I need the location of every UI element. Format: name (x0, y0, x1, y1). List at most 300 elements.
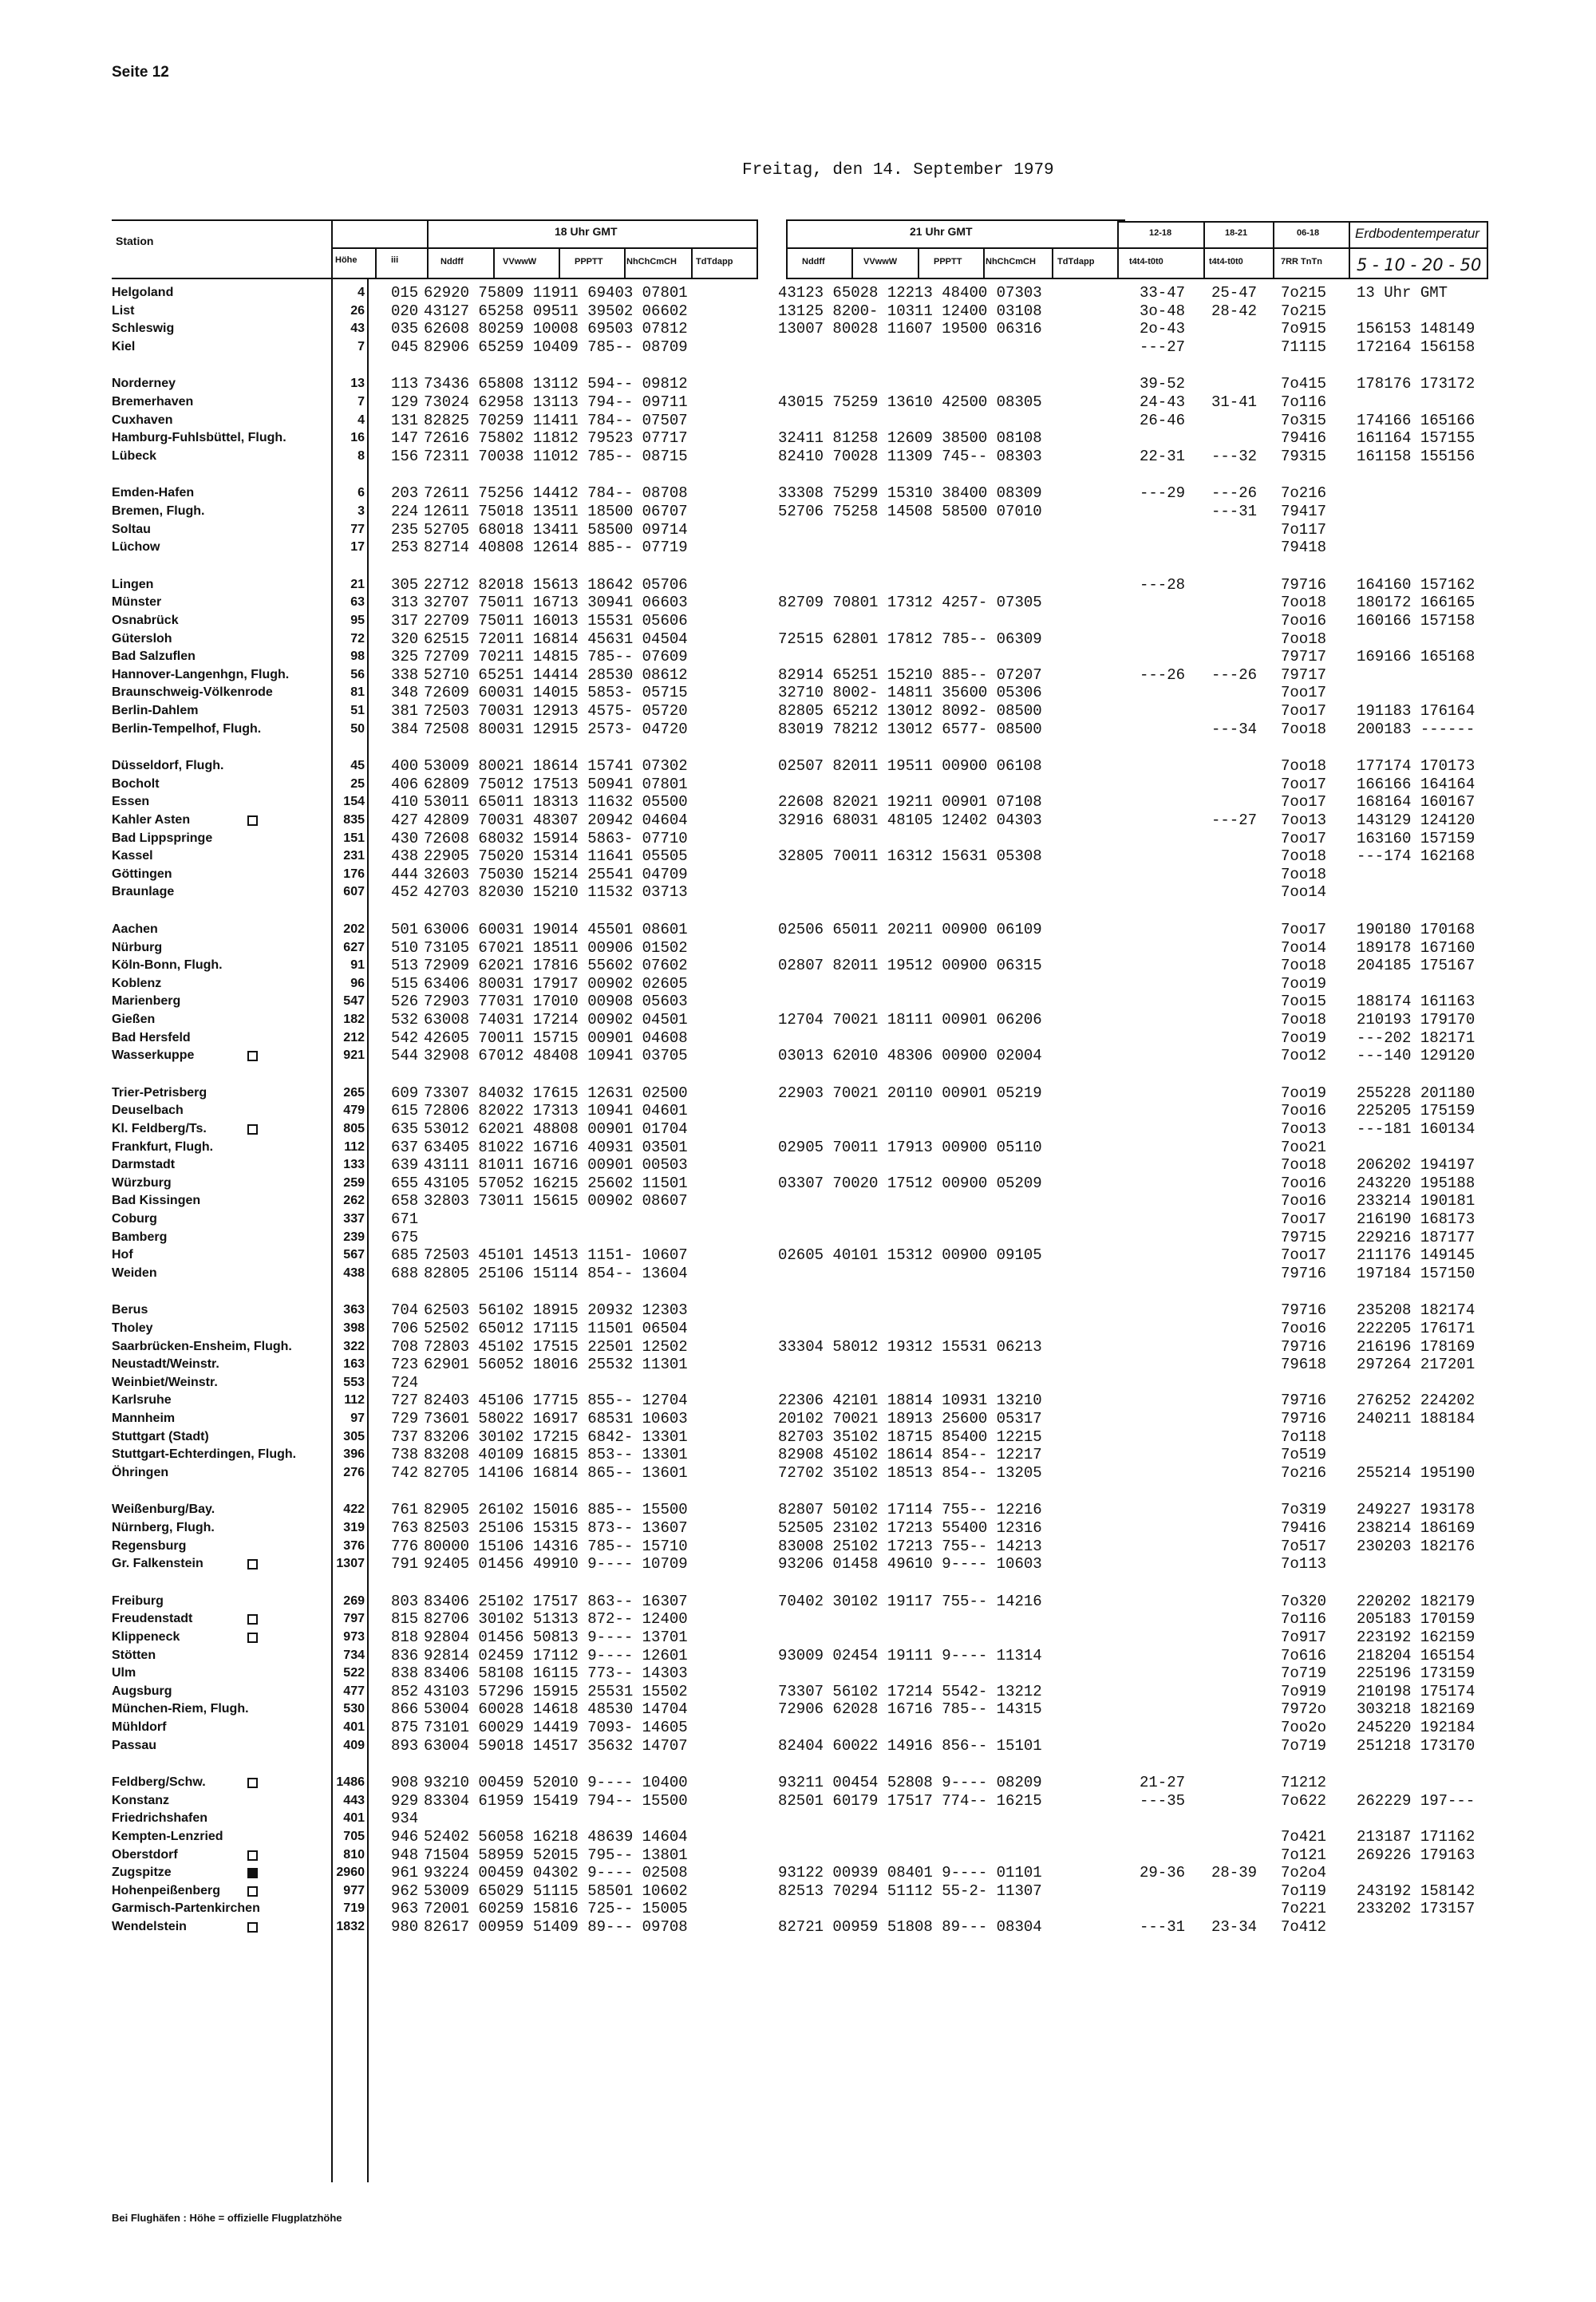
period-06-18: 7o113 (1281, 1555, 1327, 1573)
soil-temperature: 255214 195190 (1357, 1464, 1476, 1482)
soil-temperature: 205183 170159 (1357, 1610, 1476, 1628)
period-06-18: 7oo16 (1281, 1102, 1327, 1119)
obs-21-gmt: 03307 70020 17512 00900 05209 (778, 1175, 1042, 1192)
station-iii: 045 (391, 338, 419, 356)
period-06-18: 7o719 (1281, 1737, 1327, 1755)
soil-temperature: 156153 148149 (1357, 320, 1476, 338)
period-06-18: 7o616 (1281, 1647, 1327, 1664)
station-name: Wasserkuppe (112, 1048, 195, 1062)
station-name: München-Riem, Flugh. (112, 1702, 249, 1716)
obs-18-gmt: 82706 30102 51313 872-- 12400 (424, 1610, 688, 1628)
period-06-18: 79716 (1281, 1410, 1327, 1427)
footnote: Bei Flughäfen : Höhe = offizielle Flugplatzhöhe (112, 2212, 342, 2224)
obs-21-gmt: 52706 75258 14508 58500 07010 (778, 503, 1042, 520)
obs-18-gmt: 72503 45101 14513 1151- 10607 (424, 1246, 688, 1264)
station-iii: 129 (391, 393, 419, 411)
station-iii: 313 (391, 594, 419, 611)
obs-18-gmt: 52705 68018 13411 58500 09714 (424, 521, 688, 539)
obs-18-gmt: 72503 70031 12913 4575- 05720 (424, 702, 688, 720)
station-iii: 406 (391, 776, 419, 793)
station-iii: 875 (391, 1719, 419, 1736)
obs-18-gmt: 82617 00959 51409 89--- 09708 (424, 1918, 688, 1936)
period-06-18: 7oo12 (1281, 1047, 1327, 1064)
station-name: Coburg (112, 1212, 157, 1226)
station-iii: 156 (391, 448, 419, 465)
period-06-18: 7oo13 (1281, 1120, 1327, 1138)
station-name: Hof (112, 1248, 133, 1262)
station-iii: 724 (391, 1374, 419, 1392)
station-name: Cuxhaven (112, 413, 173, 427)
obs-21-gmt: 93206 01458 49610 9---- 10603 (778, 1555, 1042, 1573)
header-18-col: PPPTT (575, 257, 603, 267)
soil-temperature: 238214 186169 (1357, 1519, 1476, 1537)
station-iii: 639 (391, 1156, 419, 1174)
station-iii: 203 (391, 484, 419, 502)
station-hoehe: 1486 (336, 1775, 365, 1789)
soil-temperature: 225196 173159 (1357, 1664, 1476, 1682)
station-hoehe: 212 (343, 1031, 365, 1044)
soil-temperature: 177174 170173 (1357, 757, 1476, 775)
header-rule (1117, 278, 1488, 279)
obs-18-gmt: 83406 58108 16115 773-- 14303 (424, 1664, 688, 1682)
station-hoehe: 231 (343, 849, 365, 863)
period-18-21: 23-34 (1211, 1918, 1258, 1936)
period-06-18: 7oo18 (1281, 1156, 1327, 1174)
station-hoehe: 182 (343, 1013, 365, 1026)
station-hoehe: 1832 (336, 1920, 365, 1933)
station-iii: 893 (391, 1737, 419, 1755)
station-iii: 980 (391, 1918, 419, 1936)
obs-18-gmt: 73101 60029 14419 7093- 14605 (424, 1719, 688, 1736)
obs-18-gmt: 62515 72011 16814 45631 04504 (424, 630, 688, 648)
station-iii: 515 (391, 975, 419, 993)
station-name: Friedrichshafen (112, 1811, 208, 1825)
station-name: Berlin-Dahlem (112, 704, 199, 717)
header-period-col: t4t4-t0t0 (1129, 257, 1163, 267)
obs-18-gmt: 43127 65258 09511 39502 06602 (424, 302, 688, 320)
soil-temperature: 180172 166165 (1357, 594, 1476, 611)
station-hoehe: 810 (343, 1848, 365, 1862)
period-06-18: 79717 (1281, 648, 1327, 665)
obs-21-gmt: 82709 70801 17312 4257- 07305 (778, 594, 1042, 611)
station-hoehe: 530 (343, 1702, 365, 1716)
soil-temperature: 297264 217201 (1357, 1356, 1476, 1373)
station-name: Frankfurt, Flugh. (112, 1140, 214, 1154)
header-21-col: NhChCmCH (986, 257, 1036, 267)
station-iii: 131 (391, 412, 419, 429)
station-name: Trier-Petrisberg (112, 1086, 207, 1100)
soil-temperature: 249227 193178 (1357, 1501, 1476, 1518)
station-hoehe: 438 (343, 1266, 365, 1280)
station-name: Feldberg/Schw. (112, 1775, 206, 1789)
obs-18-gmt: 62608 80259 10008 69503 07812 (424, 320, 688, 338)
obs-21-gmt: 93009 02454 19111 9---- 11314 (778, 1647, 1042, 1664)
station-hoehe: 21 (350, 578, 365, 591)
obs-21-gmt: 72906 62028 16716 785-- 14315 (778, 1700, 1042, 1718)
obs-18-gmt: 82905 26102 15016 885-- 15500 (424, 1501, 688, 1518)
station-iii: 317 (391, 612, 419, 630)
soil-temperature: 229216 187177 (1357, 1229, 1476, 1246)
header-21-col: Nddff (802, 257, 825, 267)
station-iii: 803 (391, 1593, 419, 1610)
period-18-21: ---31 (1211, 503, 1258, 520)
obs-21-gmt: 82703 35102 18715 85400 12215 (778, 1428, 1042, 1446)
obs-18-gmt: 92405 01456 49910 9---- 10709 (424, 1555, 688, 1573)
obs-21-gmt: 33304 58012 19312 15531 06213 (778, 1338, 1042, 1356)
obs-18-gmt: 22905 75020 15314 11641 05505 (424, 847, 688, 865)
station-name: Bad Hersfeld (112, 1031, 191, 1044)
period-06-18: 7oo21 (1281, 1139, 1327, 1156)
open-square-icon (247, 1051, 258, 1061)
period-06-18: 7o216 (1281, 484, 1327, 502)
obs-18-gmt: 92814 02459 17112 9---- 12601 (424, 1647, 688, 1664)
station-iii: 430 (391, 830, 419, 847)
obs-18-gmt: 72803 45102 17515 22501 12502 (424, 1338, 688, 1356)
obs-21-gmt: 20102 70021 18913 25600 05317 (778, 1410, 1042, 1427)
period-12-18: ---29 (1140, 484, 1186, 502)
period-06-18: 79417 (1281, 503, 1327, 520)
soil-temperature: 163160 157159 (1357, 830, 1476, 847)
period-06-18: 79416 (1281, 429, 1327, 447)
station-name: Darmstadt (112, 1158, 176, 1171)
obs-21-gmt: 82501 60179 17517 774-- 16215 (778, 1792, 1042, 1810)
obs-18-gmt: 82906 65259 10409 785-- 08709 (424, 338, 688, 356)
station-hoehe: 72 (350, 632, 365, 646)
header-rule (112, 219, 758, 221)
station-iii: 452 (391, 883, 419, 901)
obs-18-gmt: 22709 75011 16013 15531 05606 (424, 612, 688, 630)
obs-21-gmt: 93122 00939 08401 9---- 01101 (778, 1864, 1042, 1881)
period-06-18: 7oo16 (1281, 1320, 1327, 1337)
obs-18-gmt: 62809 75012 17513 50941 07801 (424, 776, 688, 793)
station-iii: 609 (391, 1084, 419, 1102)
station-iii: 615 (391, 1102, 419, 1119)
station-iii: 708 (391, 1338, 419, 1356)
period-06-18: 7o412 (1281, 1918, 1327, 1936)
period-06-18: 7oo14 (1281, 939, 1327, 957)
obs-21-gmt: 82513 70294 51112 55-2- 11307 (778, 1882, 1042, 1900)
station-name: Freiburg (112, 1594, 164, 1608)
obs-18-gmt: 72806 82022 17313 10941 04601 (424, 1102, 688, 1119)
obs-18-gmt: 82825 70259 11411 784-- 07507 (424, 412, 688, 429)
soil-temperature: 197184 157150 (1357, 1265, 1476, 1282)
period-06-18: 7oo17 (1281, 702, 1327, 720)
period-06-18: 7oo18 (1281, 757, 1327, 775)
station-iii: 791 (391, 1555, 419, 1573)
station-name: Berus (112, 1303, 148, 1317)
obs-18-gmt: 53012 62021 48808 00901 01704 (424, 1120, 688, 1138)
station-iii: 866 (391, 1700, 419, 1718)
header-rule (1349, 221, 1350, 279)
station-hoehe: 97 (350, 1412, 365, 1425)
obs-18-gmt: 73105 67021 18511 00906 01502 (424, 939, 688, 957)
station-hoehe: 16 (350, 431, 365, 444)
station-iii: 655 (391, 1175, 419, 1192)
obs-18-gmt: 83406 25102 17517 863-- 16307 (424, 1593, 688, 1610)
period-06-18: 7oo16 (1281, 1192, 1327, 1210)
station-name: Helgoland (112, 286, 174, 299)
soil-temperature: 262229 197--- (1357, 1792, 1476, 1810)
station-hoehe: 43 (350, 322, 365, 335)
soil-temperature: 168164 160167 (1357, 793, 1476, 811)
station-hoehe: 95 (350, 614, 365, 627)
soil-temperature: 225205 175159 (1357, 1102, 1476, 1119)
station-name: Stötten (112, 1649, 156, 1662)
period-06-18: 7o517 (1281, 1538, 1327, 1555)
obs-18-gmt: 43103 57296 15915 25531 15502 (424, 1683, 688, 1700)
station-name: Düsseldorf, Flugh. (112, 759, 224, 772)
period-06-18: 7oo17 (1281, 1246, 1327, 1264)
station-name: Gr. Falkenstein (112, 1557, 203, 1570)
station-hoehe: 269 (343, 1594, 365, 1608)
open-square-icon (247, 1124, 258, 1135)
station-name: Bad Kissingen (112, 1194, 201, 1207)
obs-18-gmt: 73601 58022 16917 68531 10603 (424, 1410, 688, 1427)
table-rule (367, 279, 369, 2182)
obs-18-gmt: 73436 65808 13112 594-- 09812 (424, 375, 688, 393)
station-iii: 635 (391, 1120, 419, 1138)
obs-18-gmt: 72508 80031 12915 2573- 04720 (424, 721, 688, 738)
header-rule (1349, 221, 1488, 223)
station-name: Kl. Feldberg/Ts. (112, 1122, 207, 1135)
station-name: Bremerhaven (112, 395, 194, 409)
obs-18-gmt: 53004 60028 14618 48530 14704 (424, 1700, 688, 1718)
obs-18-gmt: 72608 68032 15914 5863- 07710 (424, 830, 688, 847)
station-name: Kahler Asten (112, 813, 191, 827)
open-square-icon (247, 1614, 258, 1625)
period-12-18: 21-27 (1140, 1774, 1186, 1791)
date-line: Freitag, den 14. September 1979 (742, 161, 1054, 180)
header-rule (983, 247, 985, 279)
soil-temperature: 189178 167160 (1357, 939, 1476, 957)
soil-temperature: 216196 178169 (1357, 1338, 1476, 1356)
station-name: Hannover-Langenhgn, Flugh. (112, 668, 290, 681)
station-hoehe: 401 (343, 1811, 365, 1825)
station-hoehe: 133 (343, 1158, 365, 1171)
station-name: Saarbrücken-Ensheim, Flugh. (112, 1340, 292, 1353)
obs-18-gmt: 73307 84032 17615 12631 02500 (424, 1084, 688, 1102)
soil-temperature: ---140 129120 (1357, 1047, 1476, 1064)
station-hoehe: 7 (358, 395, 365, 409)
soil-temperature: 255228 201180 (1357, 1084, 1476, 1102)
header-rule (331, 219, 333, 279)
period-06-18: 7oo19 (1281, 1084, 1327, 1102)
station-name: Berlin-Tempelhof, Flugh. (112, 722, 262, 736)
station-name: Klippeneck (112, 1630, 180, 1644)
station-name: Kiel (112, 340, 136, 353)
soil-temperature: 233202 173157 (1357, 1900, 1476, 1917)
period-06-18: 7oo18 (1281, 957, 1327, 974)
header-rule (691, 247, 693, 279)
soil-temperature: 161164 157155 (1357, 429, 1476, 447)
station-name: Essen (112, 795, 150, 808)
station-iii: 381 (391, 702, 419, 720)
station-hoehe: 6 (358, 486, 365, 499)
soil-temperature: 233214 190181 (1357, 1192, 1476, 1210)
obs-18-gmt: 63008 74031 17214 00902 04501 (424, 1011, 688, 1029)
period-06-18: 7oo17 (1281, 793, 1327, 811)
station-hoehe: 239 (343, 1230, 365, 1244)
station-iii: 929 (391, 1792, 419, 1810)
station-iii: 253 (391, 539, 419, 556)
station-name: Kempten-Lenzried (112, 1830, 223, 1843)
period-18-21: 28-42 (1211, 302, 1258, 320)
header-rule (559, 247, 560, 279)
station-iii: 761 (391, 1501, 419, 1518)
station-iii: 723 (391, 1356, 419, 1373)
station-hoehe: 567 (343, 1248, 365, 1262)
period-06-18: 7oo18 (1281, 1011, 1327, 1029)
station-hoehe: 522 (343, 1666, 365, 1680)
station-iii: 934 (391, 1810, 419, 1827)
period-12-18: 22-31 (1140, 448, 1186, 465)
station-iii: 836 (391, 1647, 419, 1664)
station-name: Lingen (112, 578, 154, 591)
obs-21-gmt: 32916 68031 48105 12402 04303 (778, 811, 1042, 829)
header-18-gmt: 18 Uhr GMT (555, 225, 618, 238)
station-name: Weinbiet/Weinstr. (112, 1376, 218, 1389)
station-name: Hohenpeißenberg (112, 1884, 221, 1897)
obs-18-gmt: 53011 65011 18313 11632 05500 (424, 793, 688, 811)
station-hoehe: 8 (358, 449, 365, 463)
station-name: Karlsruhe (112, 1393, 172, 1407)
period-06-18: 7o116 (1281, 393, 1327, 411)
station-name: Bad Salzuflen (112, 650, 196, 663)
station-hoehe: 265 (343, 1086, 365, 1100)
station-hoehe: 973 (343, 1630, 365, 1644)
period-12-18: 2o-43 (1140, 320, 1186, 338)
period-06-18: 79716 (1281, 1338, 1327, 1356)
open-square-icon (247, 1886, 258, 1897)
station-iii: 410 (391, 793, 419, 811)
header-period-18-21: 18-21 (1225, 228, 1248, 238)
soil-temperature: 178176 173172 (1357, 375, 1476, 393)
station-iii: 438 (391, 847, 419, 865)
station-name: List (112, 304, 135, 318)
station-hoehe: 977 (343, 1884, 365, 1897)
soil-temperature: 243192 158142 (1357, 1882, 1476, 1900)
station-name: Tholey (112, 1321, 153, 1335)
period-06-18: 7oo18 (1281, 594, 1327, 611)
soil-temperature: 230203 182176 (1357, 1538, 1476, 1555)
header-rule (112, 278, 758, 279)
station-hoehe: 734 (343, 1649, 365, 1662)
period-06-18: 71212 (1281, 1774, 1327, 1791)
station-name: Bamberg (112, 1230, 168, 1244)
period-06-18: 7o315 (1281, 412, 1327, 429)
station-name: Gütersloh (112, 632, 172, 646)
station-iii: 427 (391, 811, 419, 829)
soil-temperature: 210193 179170 (1357, 1011, 1476, 1029)
station-iii: 510 (391, 939, 419, 957)
station-hoehe: 396 (343, 1447, 365, 1461)
open-square-icon (247, 815, 258, 826)
period-12-18: 24-43 (1140, 393, 1186, 411)
period-06-18: 7oo2o (1281, 1719, 1327, 1736)
header-rule (1203, 221, 1205, 279)
obs-18-gmt: 42703 82030 15210 11532 03713 (424, 883, 688, 901)
soil-temperature: 160166 157158 (1357, 612, 1476, 630)
obs-21-gmt: 82914 65251 15210 885-- 07207 (778, 666, 1042, 684)
obs-18-gmt: 63004 59018 14517 35632 14707 (424, 1737, 688, 1755)
station-hoehe: 176 (343, 867, 365, 881)
station-hoehe: 443 (343, 1794, 365, 1807)
station-name: Bad Lippspringe (112, 831, 213, 845)
header-period-col: 7RR TnTn (1281, 257, 1322, 267)
soil-temperature: 213187 171162 (1357, 1828, 1476, 1846)
station-hoehe: 477 (343, 1684, 365, 1698)
station-iii: 948 (391, 1846, 419, 1864)
station-name: Osnabrück (112, 614, 179, 627)
station-name: Weiden (112, 1266, 157, 1280)
period-12-18: 33-47 (1140, 284, 1186, 302)
period-06-18: 7oo15 (1281, 993, 1327, 1010)
period-12-18: ---26 (1140, 666, 1186, 684)
station-iii: 704 (391, 1301, 419, 1319)
obs-18-gmt: 82403 45106 17715 855-- 12704 (424, 1392, 688, 1409)
station-hoehe: 607 (343, 885, 365, 898)
period-18-21: ---26 (1211, 666, 1258, 684)
header-18-col: NhChCmCH (626, 257, 677, 267)
obs-21-gmt: 82410 70028 11309 745-- 08303 (778, 448, 1042, 465)
station-name: Neustadt/Weinstr. (112, 1357, 219, 1371)
obs-18-gmt: 52402 56058 16218 48639 14604 (424, 1828, 688, 1846)
period-06-18: 7o719 (1281, 1664, 1327, 1682)
station-name: Braunlage (112, 885, 175, 898)
period-06-18: 7oo18 (1281, 866, 1327, 883)
station-name: Emden-Hafen (112, 486, 195, 499)
header-rule (786, 219, 788, 279)
period-06-18: 7o917 (1281, 1629, 1327, 1646)
station-iii: 688 (391, 1265, 419, 1282)
obs-18-gmt: 72311 70038 11012 785-- 08715 (424, 448, 688, 465)
soil-temperature: 211176 149145 (1357, 1246, 1476, 1264)
station-iii: 542 (391, 1029, 419, 1047)
station-iii: 838 (391, 1664, 419, 1682)
header-18-col: TdTdapp (696, 257, 733, 267)
station-hoehe: 479 (343, 1104, 365, 1117)
soil-temperature: 220202 182179 (1357, 1593, 1476, 1610)
station-hoehe: 1307 (336, 1557, 365, 1570)
obs-21-gmt: 82805 65212 13012 8092- 08500 (778, 702, 1042, 720)
obs-18-gmt: 83206 30102 17215 6842- 13301 (424, 1428, 688, 1446)
period-06-18: 7oo16 (1281, 1175, 1327, 1192)
obs-21-gmt: 12704 70021 18111 00901 06206 (778, 1011, 1042, 1029)
obs-18-gmt: 72909 62021 17816 55602 07602 (424, 957, 688, 974)
station-hoehe: 3 (358, 504, 365, 518)
obs-21-gmt: 82807 50102 17114 755-- 12216 (778, 1501, 1042, 1518)
station-name: Zugspitze (112, 1866, 172, 1879)
period-06-18: 79418 (1281, 539, 1327, 556)
obs-18-gmt: 72709 70211 14815 785-- 07609 (424, 648, 688, 665)
obs-21-gmt: 02507 82011 19511 00900 06108 (778, 757, 1042, 775)
soil-temperature: 251218 173170 (1357, 1737, 1476, 1755)
obs-21-gmt: 02905 70011 17913 00900 05110 (778, 1139, 1042, 1156)
station-hoehe: 7 (358, 340, 365, 353)
station-hoehe: 305 (343, 1430, 365, 1443)
period-06-18: 79315 (1281, 448, 1327, 465)
station-iii: 035 (391, 320, 419, 338)
station-hoehe: 401 (343, 1720, 365, 1734)
station-name: Nürnberg, Flugh. (112, 1521, 215, 1534)
period-06-18: 7972o (1281, 1700, 1327, 1718)
station-iii: 961 (391, 1864, 419, 1881)
period-06-18: 79717 (1281, 666, 1327, 684)
station-hoehe: 627 (343, 941, 365, 954)
period-12-18: ---31 (1140, 1918, 1186, 1936)
period-06-18: 79716 (1281, 1392, 1327, 1409)
period-12-18: 39-52 (1140, 375, 1186, 393)
